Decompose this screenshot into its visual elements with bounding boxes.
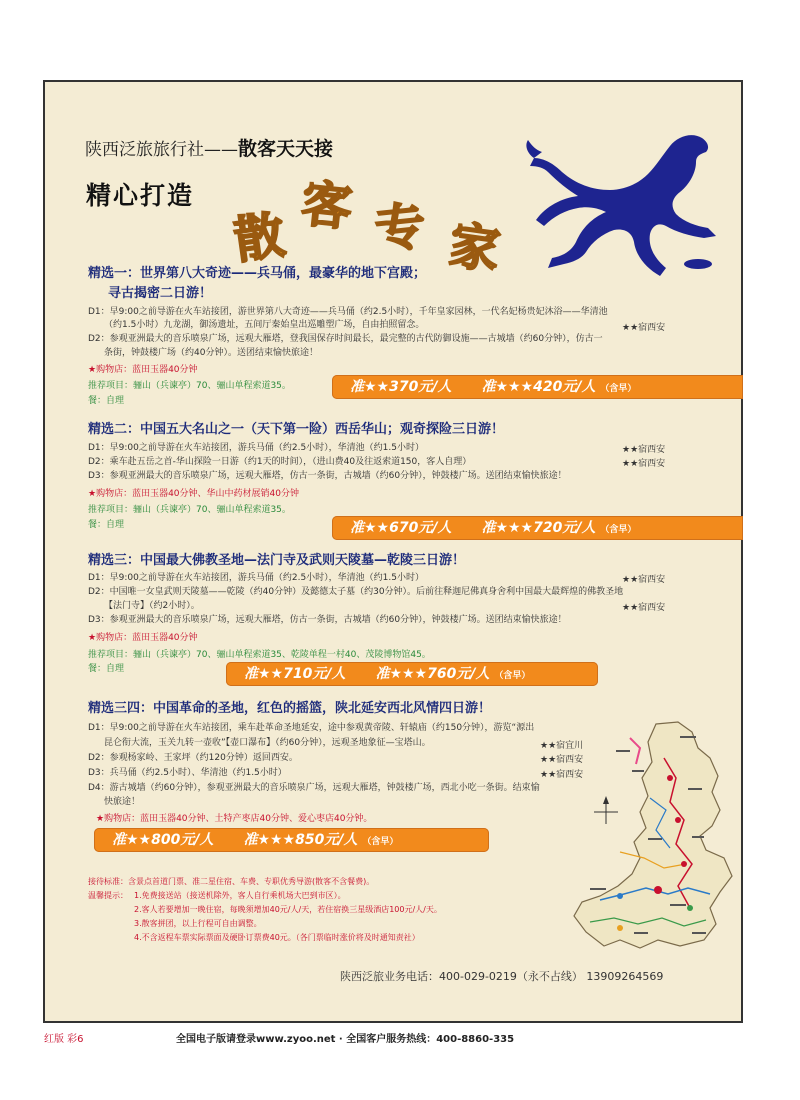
section-1-price-note: （含早） xyxy=(600,384,637,394)
company-name: 陕西泛旅旅行社—— xyxy=(85,140,238,160)
section-3-title: 精选三：中国最大佛教圣地—法门寺及武则天陵墓—乾陵三日游！ xyxy=(88,553,466,568)
section-1-line-2: （约1.5小时）九龙湖，御汤遗址，五间厅秦始皇出巡雕塑广场，自由拍照留念。 xyxy=(104,320,425,330)
section-2-line-1: D1：早9:00之前导游在火车站接团，游兵马俑（约2.5小时），华清池（约1.5小时） xyxy=(88,443,424,453)
section-2-price-bar xyxy=(332,516,743,540)
section-3-price-bar xyxy=(226,662,598,686)
big-title-char-3: 专 xyxy=(372,195,429,260)
section-4-line-6: 快旅途！ xyxy=(104,797,141,807)
section-4-line-4: D3：兵马俑（约2.5小时）、华清池（约1.5小时） xyxy=(88,768,287,778)
tip-4: 4.不含返程车票实际票面及硬卧订票费40元。（各门票临时涨价将及时通知责社） xyxy=(134,933,420,942)
section-4-price-note: （含早） xyxy=(362,837,399,847)
section-3-line-3: 【法门寺】（约2小时）。 xyxy=(104,601,200,611)
big-title-char-2: 客 xyxy=(298,173,355,238)
big-title-char-4: 家 xyxy=(445,214,504,281)
section-2-line-3: D3：参观亚洲最大的音乐喷泉广场，远观大雁塔，仿古一条街，古城墙（约60分钟），钟鼓楼广场。送团结束愉快旅途！ xyxy=(88,471,567,481)
section-1-title-2: 寻古揭密二日游！ xyxy=(108,286,213,301)
section-3-line-1: D1：早9:00之前导游在火车站接团，游兵马俑（约2.5小时），华清池（约1.5小时） xyxy=(88,573,424,583)
section-1-line-1: D1：早9:00之前导游在火车站接团，游世界第八大奇迹——兵马俑（约2.5小时），千年皇家园林，一代名妃杨贵妃沐浴——华清池 xyxy=(88,307,608,317)
section-4-line-3: D2：参观杨家岭、王家坪（约120分钟）返回西安。 xyxy=(88,753,298,763)
section-3-price-b: 准★★★760元/人 xyxy=(375,666,490,682)
section-3-line-4: D3：参观亚洲最大的音乐喷泉广场，远观大雁塔，仿古一条街，古城墙（约60分钟），钟鼓楼广场。送团结束愉快旅途！ xyxy=(88,615,567,625)
section-2-title: 精选二：中国五大名山之一（天下第一险）西岳华山；观奇探险三日游！ xyxy=(88,422,505,437)
section-1-tag-1: ★★宿西安 xyxy=(622,323,666,333)
section-2-recommend: 推荐项目：骊山（兵谏亭）70、骊山单程索道35。 xyxy=(88,505,291,515)
section-4-line-1: D1：早9:00之前导游在火车站接团，乘车赴革命圣地延安，途中参观黄帝陵、轩辕庙（约150分钟），游览“源出 xyxy=(88,723,535,733)
section-4-title: 精选三四：中国革命的圣地，红色的摇篮，陕北延安西北风情四日游！ xyxy=(88,701,492,716)
section-1-price-a: 准★★370元/人 xyxy=(350,379,452,395)
section-2-price-note: （含早） xyxy=(600,525,637,535)
section-3-tag-2: ★★宿西安 xyxy=(622,603,666,613)
tips-label: 温馨提示： xyxy=(88,891,128,900)
reception-standard: 接待标准：含景点首道门票、准二星住宿、车费、专职优秀导游(散客不含餐费)。 xyxy=(88,877,375,886)
section-1-price-bar xyxy=(332,375,743,399)
section-4-tag-3: ★★宿西安 xyxy=(540,770,584,780)
tip-1: 1.免费接送站（接送机除外，客人自行乘机场大巴到市区）。 xyxy=(134,891,346,900)
section-1-title: 精选一：世界第八大奇迹——兵马俑，最豪华的地下宫殿； xyxy=(88,266,427,281)
section-1-meal: 餐：自理 xyxy=(88,396,125,406)
section-4-line-5: D4：游古城墙（约60分钟），参观亚洲最大的音乐喷泉广场，远观大雁塔，钟鼓楼广场，西北小吃一条街。结束愉 xyxy=(88,783,540,793)
section-3-tag-1: ★★宿西安 xyxy=(622,575,666,585)
tip-2: 2.客人若要增加一晚住宿，每晚须增加40元/人/天，若住宿换三星级酒店100元/人/天。 xyxy=(134,905,442,914)
tip-3: 3.散客拼团，以上行程可自由调整。 xyxy=(134,919,262,928)
section-2-meal: 餐：自理 xyxy=(88,520,125,530)
section-4-price-bar xyxy=(94,828,489,852)
section-3-meal: 餐：自理 xyxy=(88,664,125,674)
company-line xyxy=(85,134,333,161)
section-4-line-2: 昆仑衔大流，玉关九转一壶收”【壶口瀑布】（约60分钟），远观圣地象征—宝塔山。 xyxy=(104,738,431,748)
section-2-price-a: 准★★670元/人 xyxy=(350,520,452,536)
section-4-tag-2: ★★宿西安 xyxy=(540,755,584,765)
section-3-price-a: 准★★710元/人 xyxy=(244,666,346,682)
section-2-tag-2: ★★宿西安 xyxy=(622,459,666,469)
section-4-shop: ★购物店：蓝田玉器40分钟、土特产枣店40分钟、爱心枣店40分钟。 xyxy=(96,814,373,824)
section-4-price-a: 准★★800元/人 xyxy=(112,832,214,848)
section-2-line-2: D2：乘车赴五岳之首-华山探险一日游（约1天的时间），（进山费40及往返索道150，客人自理） xyxy=(88,457,472,467)
section-1-price-b: 准★★★420元/人 xyxy=(481,379,596,395)
contact-phone: 陕西泛旅业务电话：400-029-0219（永不占线） 13909264569 xyxy=(340,970,664,983)
tagline: 精心打造 xyxy=(86,181,195,210)
section-3-recommend: 推荐项目：骊山（兵谏亭）70、骊山单程索道35、乾陵单程一村40、茂陵博物馆45。 xyxy=(88,650,431,660)
section-2-shop: ★购物店：蓝田玉器40分钟、华山中药材展销40分钟 xyxy=(88,489,299,499)
section-4-tag-1: ★★宿宜川 xyxy=(540,741,584,751)
section-2-tag-1: ★★宿西安 xyxy=(622,445,666,455)
section-1-line-4: 条街，钟鼓楼广场（约40分钟）。送团结束愉快旅途！ xyxy=(104,348,318,358)
flying-horse-logo xyxy=(520,118,720,283)
section-3-shop: ★购物店：蓝田玉器40分钟 xyxy=(88,633,198,643)
big-title-char-1: 散 xyxy=(230,204,289,271)
shaanxi-route-map xyxy=(560,718,740,953)
footer-edition: 红版 彩6 xyxy=(44,1034,84,1045)
section-3-line-2: D2：中国唯一女皇武则天陵墓——乾陵（约40分钟）及懿德太子墓（约30分钟）。后前往释迦尼佛真身舍利中国最大最辉煌的佛教圣地 xyxy=(88,587,624,597)
section-1-line-3: D2：参观亚洲最大的音乐喷泉广场，远观大雁塔，登我国保存时间最长，最完整的古代防御设施——古城墙（约60分钟），仿古一 xyxy=(88,334,603,344)
slogan: 散客天天接 xyxy=(238,138,334,160)
section-3-price-note: （含早） xyxy=(494,671,531,681)
section-1-recommend: 推荐项目：骊山（兵谏亭）70、骊山单程索道35。 xyxy=(88,381,291,391)
section-1-shop: ★购物店：蓝田玉器40分钟 xyxy=(88,365,198,375)
section-4-price-b: 准★★★850元/人 xyxy=(243,832,358,848)
section-2-price-b: 准★★★720元/人 xyxy=(481,520,596,536)
footer-website-hotline: 全国电子版请登录www.zyoo.net · 全国客户服务热线：400-8860-335 xyxy=(176,1034,515,1045)
